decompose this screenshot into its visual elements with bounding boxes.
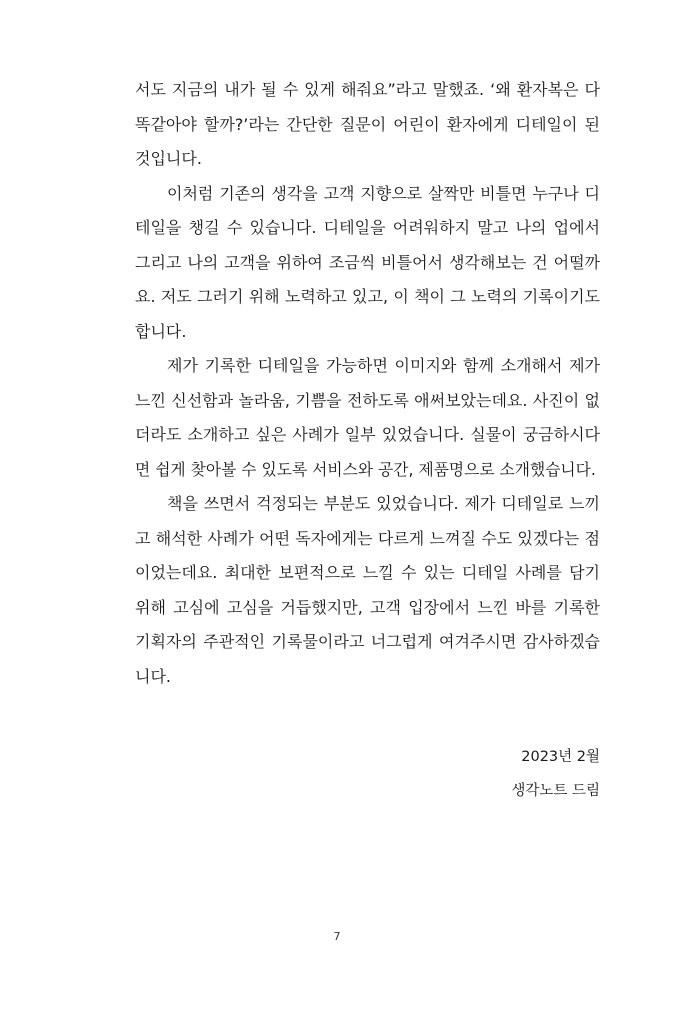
text-line: 느낀 신선함과 놀라움, 기쁨을 전하도록 애써보았는데요. 사진이 없 (135, 390, 600, 410)
text-line: 이처럼 기존의 생각을 고객 지향으로 살짝만 비틀면 누구나 디 (167, 183, 600, 203)
text-line: 테일을 챙길 수 있습니다. 디테일을 어려워하지 말고 나의 업에서 (135, 218, 600, 237)
signoff (511, 740, 600, 808)
text-line: 니다. (135, 666, 171, 686)
text-line: 위해 고심에 고심을 거듭했지만, 고객 입장에서 느낀 바를 기록한 (135, 597, 600, 617)
body-text (135, 73, 600, 694)
text-line: 면 쉽게 찾아볼 수 있도록 서비스와 공간, 제품명으로 소개했습니다. (135, 459, 596, 479)
text-line: 그리고 나의 고객을 위하여 조금씩 비틀어서 생각해보는 건 어떨까 (135, 252, 600, 272)
text-line: 똑같아야 할까?’라는 간단한 질문이 어린이 환자에게 디테일이 된 (135, 114, 600, 134)
text-line: 고 해석한 사례가 어떤 독자에게는 다르게 느껴질 수도 있겠다는 점 (135, 528, 600, 548)
text-line: 것입니다. (135, 149, 202, 168)
text-line: 기획자의 주관적인 기록물이라고 너그럽게 여겨주시면 감사하겠습 (135, 632, 600, 651)
text-line: 서도 지금의 내가 될 수 있게 해줘요”라고 말했죠. ‘왜 환자복은 다 (135, 80, 600, 99)
text-line: 제가 기록한 디테일을 가능하면 이미지와 함께 소개해서 제가 (167, 356, 600, 375)
text-line: 더라도 소개하고 싶은 사례가 일부 있었습니다. 실물이 궁금하시다 (135, 425, 600, 444)
signoff-author: 생각노트 드림 (511, 783, 600, 799)
text-line: 이었는데요. 최대한 보편적으로 느낄 수 있는 디테일 사례를 담기 (135, 563, 600, 582)
text-line: 합니다. (135, 321, 187, 341)
signoff-date: 2023년 2월 (521, 749, 600, 765)
text-line: 책을 쓰면서 걱정되는 부분도 있었습니다. 제가 디테일로 느끼 (167, 494, 600, 513)
page-number: 7 (333, 930, 341, 943)
text-line: 요. 저도 그러기 위해 노력하고 있고, 이 책이 그 노력의 기록이기도 (135, 287, 600, 306)
